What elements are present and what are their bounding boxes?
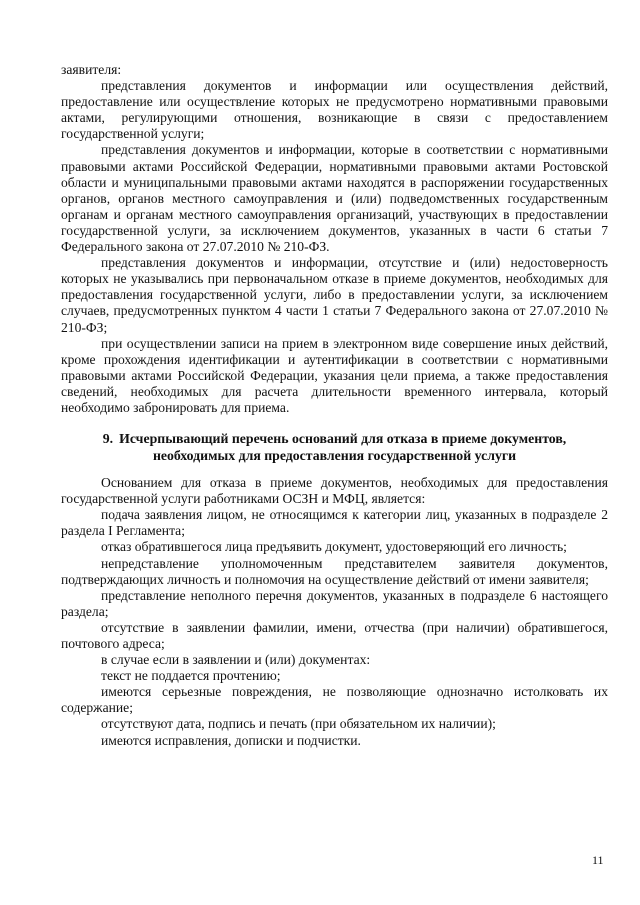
page-content xyxy=(61,62,608,749)
paragraph: представления документов и информации, которые в соответствии с нормативными правовыми актами Российской Федерации, нормативными правовыми актами Ростовской области и муниципальными правовыми актами находятся в распоряжении государственных органов, органов местного самоуправления и (или) подведомственных государственным органам и органам местного самоуправления организаций, участвующих в предоставлении государственной услуги, за исключением документов, указанных в части 6 статьи 7 Федерального закона от 27.07.2010 № 210-ФЗ. xyxy=(61,142,608,255)
paragraph: имеются исправления, дописки и подчистки. xyxy=(101,732,361,748)
section-number: 9. xyxy=(102,431,114,447)
paragraph: представления документов и информации или осуществления действий, предоставление или осуществление которых не предусмотрено нормативными правовыми актами, регулирующими отношения, возникающие в связи с предоставлением государственной услуги; xyxy=(61,78,608,142)
paragraph: непредставление уполномоченным представителем заявителя документов, подтверждающих личность и полномочия на осуществление действий от имени заявителя; xyxy=(61,555,608,587)
paragraph: при осуществлении записи на прием в электронном виде совершение иных действий, кроме прохождения идентификации и аутентификации в соответствии с нормативными правовыми актами Российской Федерации, указания цели приема, а также предоставления сведений, необходимых для расчета длительности временного интервала, который необходимо забронировать для приема. xyxy=(61,335,608,415)
paragraph: отказ обратившегося лица предъявить документ, удостоверяющий его личность; xyxy=(101,539,567,555)
paragraph: отсутствуют дата, подпись и печать (при обязательном их наличии); xyxy=(101,716,496,732)
paragraph: представления документов и информации, отсутствие и (или) недостоверность которых не указывались при первоначальном отказе в приеме документов, необходимых для предоставления государственной услуги, либо в предоставлении услуги, за исключением случаев, предусмотренных пунктом 4 части 1 статьи 7 Федерального закона от 27.07.2010 № 210-ФЗ; xyxy=(61,255,608,335)
section-heading-line-1 xyxy=(61,431,608,448)
section-title-part-2: необходимых для предоставления государственной услуги xyxy=(152,447,517,463)
paragraph: заявителя: xyxy=(61,62,122,77)
paragraph: представление неполного перечня документов, указанных в подразделе 6 настоящего раздела; xyxy=(61,587,608,619)
paragraph: Основанием для отказа в приеме документов, необходимых для предоставления государственной услуги работниками ОСЗН и МФЦ, является: xyxy=(61,475,608,507)
section-title-part-1: Исчерпывающий перечень оснований для отказа в приеме документов, xyxy=(119,431,567,447)
paragraph: имеются серьезные повреждения, не позволяющие однозначно истолковать их содержание; xyxy=(61,684,608,716)
paragraph: подача заявления лицом, не относящимся к категории лиц, указанных в подразделе 2 раздела I Регламента; xyxy=(61,507,608,539)
paragraph: отсутствие в заявлении фамилии, имени, отчества (при наличии) обратившегося, почтового адреса; xyxy=(61,619,608,651)
page-number: 11 xyxy=(592,853,604,867)
paragraph: текст не поддается прочтению; xyxy=(101,668,281,684)
section-heading xyxy=(61,431,608,464)
paragraph: в случае если в заявлении и (или) документах: xyxy=(101,652,371,668)
